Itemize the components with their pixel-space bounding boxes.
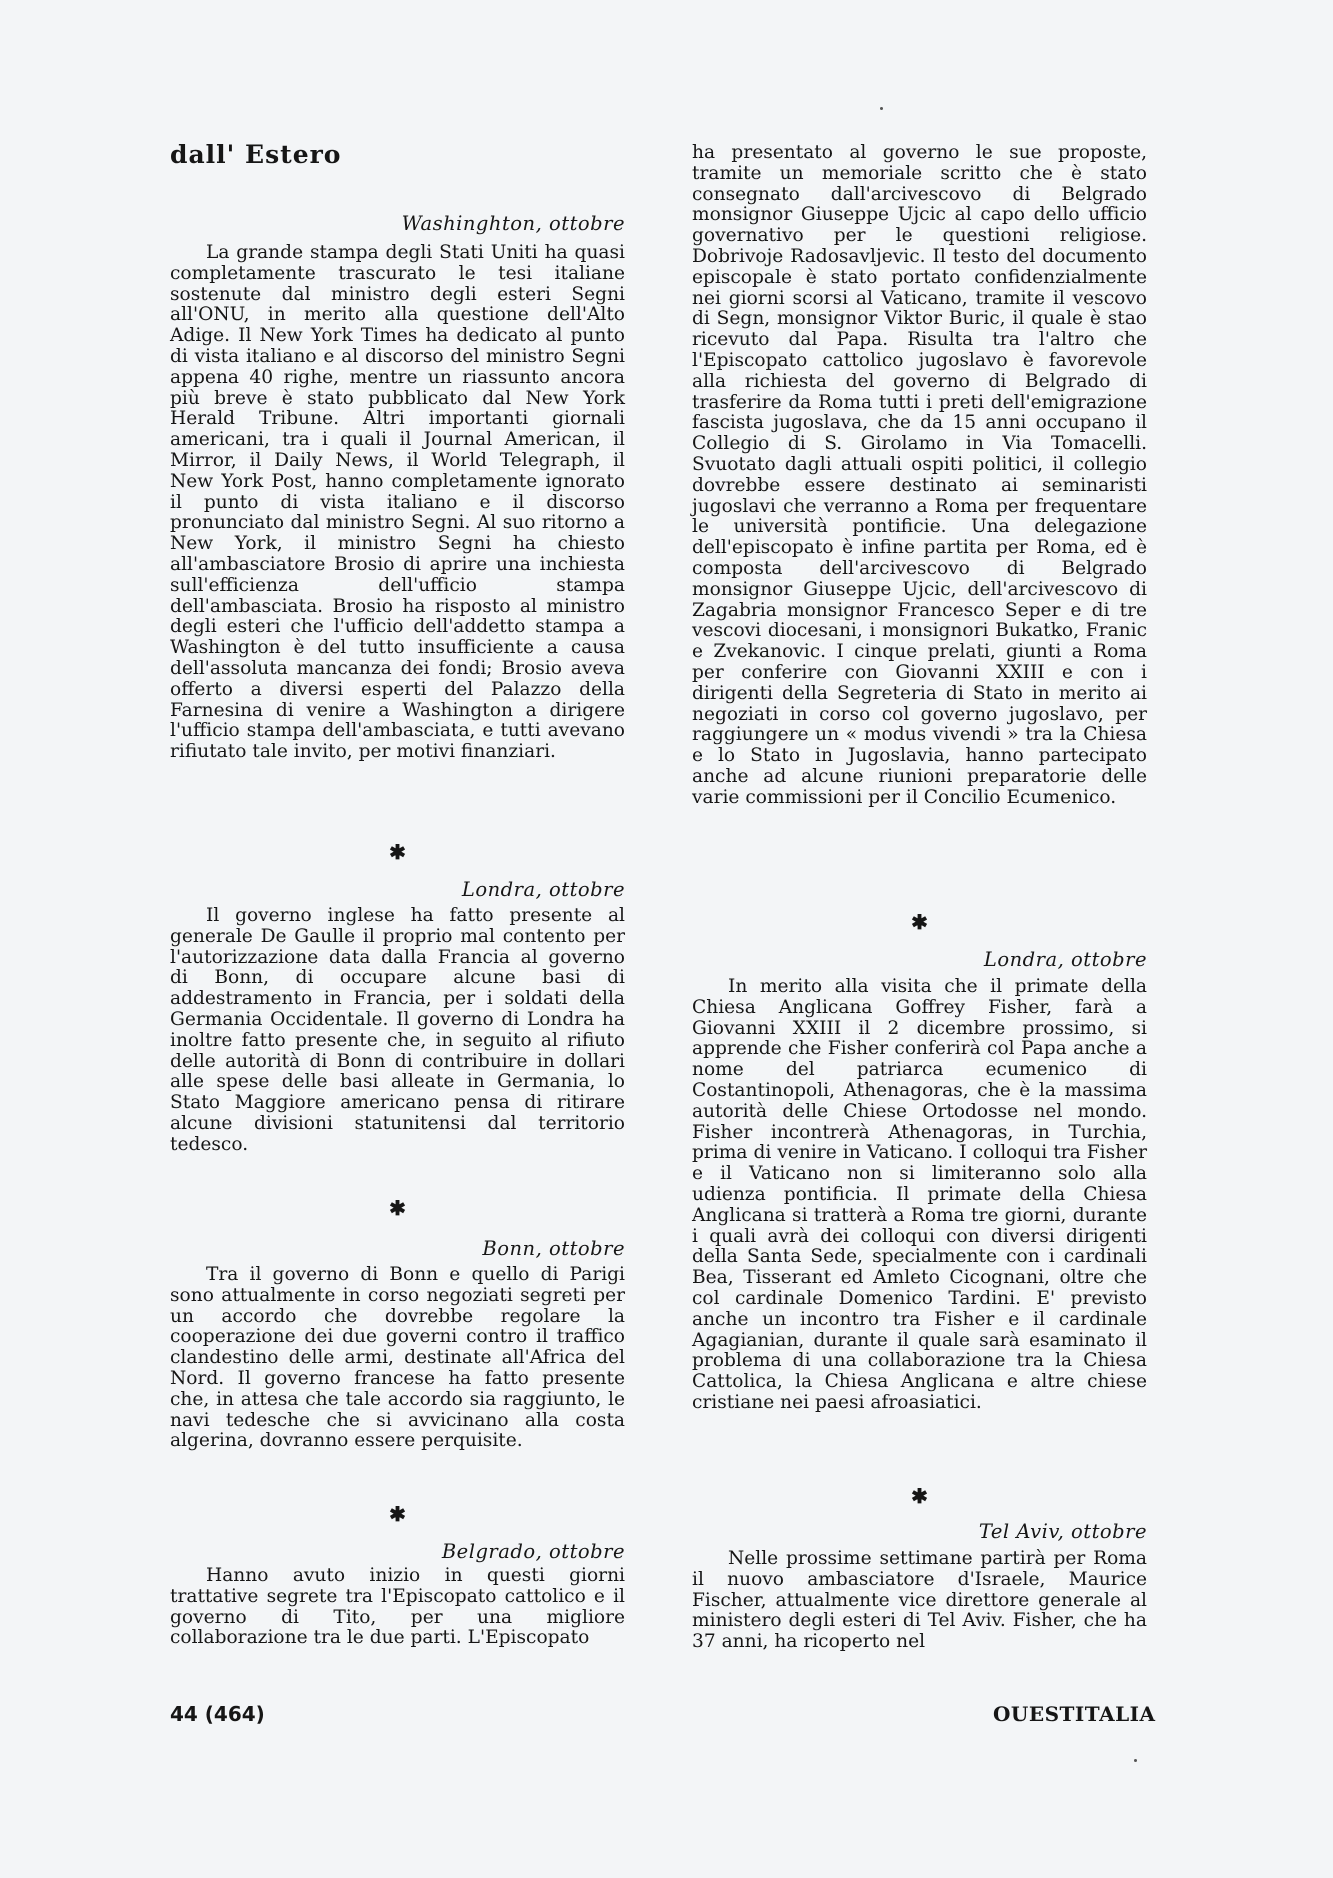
separator-asterisk: ✱	[389, 1502, 406, 1526]
dateline-londra: Londra, ottobre	[461, 878, 625, 901]
dateline-bonn: Bonn, ottobre	[482, 1237, 625, 1260]
article-belgrado: Hanno avuto inizio in questi giorni trattative segrete tra l'Episcopato cattolico e il governo di Tito, per una migliore collaborazione tra le due parti. L'Episcopato	[170, 1565, 625, 1649]
article-belgrado-continued: ha presentato al governo le sue proposte, tramite un memoriale scritto che è stato consegnato dall'arcivescovo di Belgrado monsignor Giuseppe Ujcic al capo dello ufficio governativo per le questioni religiose. Dobrivoje Radosavljevic. Il testo del documento episcopale è stato portato confidenzialmente nei giorni scorsi al Vaticano, tramite il vescovo di Segn, monsignor Viktor Buric, il quale è stao ricevuto dal Papa. Risulta tra l'altro che l'Episcopato cattolico jugoslavo è favorevole alla richiesta del governo di Belgrado di trasferire da Roma tutti i preti dell'emigrazione fascista jugoslava, che da 15 anni occupano il Collegio di S. Girolamo in Via Tomacelli. Svuotato dagli attuali ospiti politici, il collegio dovrebbe essere destinato ai seminaristi jugoslavi che verranno a Roma per frequentare le università pontificie. Una delegazione dell'episcopato è infine partita per Roma, ed è composta dell'arcivescovo di Belgrado monsignor Giuseppe Ujcic, dell'arcivescovo di Zagabria monsignor Francesco Seper e di tre vescovi diocesani, i monsignori Bukatko, Franic e Zvekanovic. I cinque prelati, giunti a Roma per conferire con Giovanni XXIII e con i dirigenti della Segreteria di Stato in merito ai negoziati in corso col governo jugoslavo, per raggiungere un « modus vivendi » tra la Chiesa e lo Stato in Jugoslavia, hanno partecipato anche ad alcune riunioni preparatorie delle varie commissioni per il Concilio Ecumenico.	[692, 142, 1147, 808]
article-londra: Il governo inglese ha fatto presente al generale De Gaulle il proprio mal contento per l'autorizzazione data dalla Francia al governo di Bonn, di occupare alcune basi di addestramento in Francia, per i soldati della Germania Occidentale. Il governo di Londra ha inoltre fatto presente che, in seguito al rifiuto delle autorità di Bonn di contribuire in dollari alle spese delle basi alleate in Germania, lo Stato Maggiore americano pensa di ritirare alcune divisioni statunitensi dal territorio tedesco.	[170, 905, 625, 1155]
dateline-londra: Londra, ottobre	[983, 948, 1147, 971]
article-londra-fisher: In merito alla visita che il primate della Chiesa Anglicana Goffrey Fisher, farà a Giovanni XXIII il 2 dicembre prossimo, si apprende che Fisher conferirà col Papa anche a nome del patriarca ecumenico di Costantinopoli, Athenagoras, che è la massima autorità delle Chiese Ortodosse nel mondo. Fisher incontrerà Athenagoras, in Turchia, prima di venire in Vaticano. I colloqui tra Fisher e il Vaticano non si limiteranno solo alla udienza pontificia. Il primate della Chiesa Anglicana si tratterà a Roma tre giorni, durante i quali avrà dei colloqui con diversi dirigenti della Santa Sede, specialmente con i cardinali Bea, Tisserant ed Amleto Cicognani, oltre che col cardinale Domenico Tardini. E' previsto anche un incontro tra Fisher e il cardinale Agagianian, durante il quale sarà esaminato il problema di una collaborazione tra la Chiesa Cattolica, la Chiesa Anglicana e altre chiese cristiane nei paesi afroasiatici.	[692, 976, 1147, 1413]
paper-speck	[1134, 1759, 1137, 1762]
dateline-tel-aviv: Tel Aviv, ottobre	[978, 1520, 1147, 1543]
dateline-washington: Washinghton, ottobre	[401, 212, 625, 235]
separator-asterisk: ✱	[911, 1484, 928, 1508]
magazine-title: OUESTITALIA	[993, 1702, 1156, 1726]
page-number: 44 (464)	[170, 1702, 265, 1726]
separator-asterisk: ✱	[911, 910, 928, 934]
article-bonn: Tra il governo di Bonn e quello di Parigi sono attualmente in corso negoziati segreti per un accordo che dovrebbe regolare la cooperazione dei due governi contro il traffico clandestino delle armi, destinate all'Africa del Nord. Il governo francese ha fatto presente che, in attesa che tale accordo sia raggiunto, le navi tedesche che si avvicinano alla costa algerina, dovranno essere perquisite.	[170, 1264, 625, 1452]
separator-asterisk: ✱	[389, 840, 406, 864]
paper-speck	[880, 107, 883, 110]
article-washington: La grande stampa degli Stati Uniti ha quasi completamente trascurato le tesi italiane sostenute dal ministro degli esteri Segni all'ONU, in merito alla questione dell'Alto Adige. Il New York Times ha dedicato al punto di vista italiano e al discorso del ministro Segni appena 40 righe, mentre un riassunto ancora più breve è stato pubblicato dal New York Herald Tribune. Altri importanti giornali americani, tra i quali il Journal American, il Mirror, il Daily News, il World Telegraph, il New York Post, hanno completamente ignorato il punto di vista italiano e il discorso pronunciato dal ministro Segni. Al suo ritorno a New York, il ministro Segni ha chiesto all'ambasciatore Brosio di aprire una inchiesta sull'efficienza dell'ufficio stampa dell'ambasciata. Brosio ha risposto al ministro degli esteri che l'ufficio dell'addetto stampa a Washington è del tutto insufficiente a causa dell'assoluta mancanza dei fondi; Brosio aveva offerto a diversi esperti del Palazzo della Farnesina di venire a Washington a dirigere l'ufficio stampa dell'ambasciata, e tutti avevano rifiutato tale invito, per motivi finanziari.	[170, 242, 625, 763]
separator-asterisk: ✱	[389, 1196, 406, 1220]
section-title: dall' Estero	[170, 140, 342, 169]
article-tel-aviv: Nelle prossime settimane partirà per Roma il nuovo ambasciatore d'Israele, Maurice Fischer, attualmente vice direttore generale al ministero degli esteri di Tel Aviv. Fisher, che ha 37 anni, ha ricoperto nel	[692, 1548, 1147, 1653]
dateline-belgrado: Belgrado, ottobre	[441, 1540, 625, 1563]
